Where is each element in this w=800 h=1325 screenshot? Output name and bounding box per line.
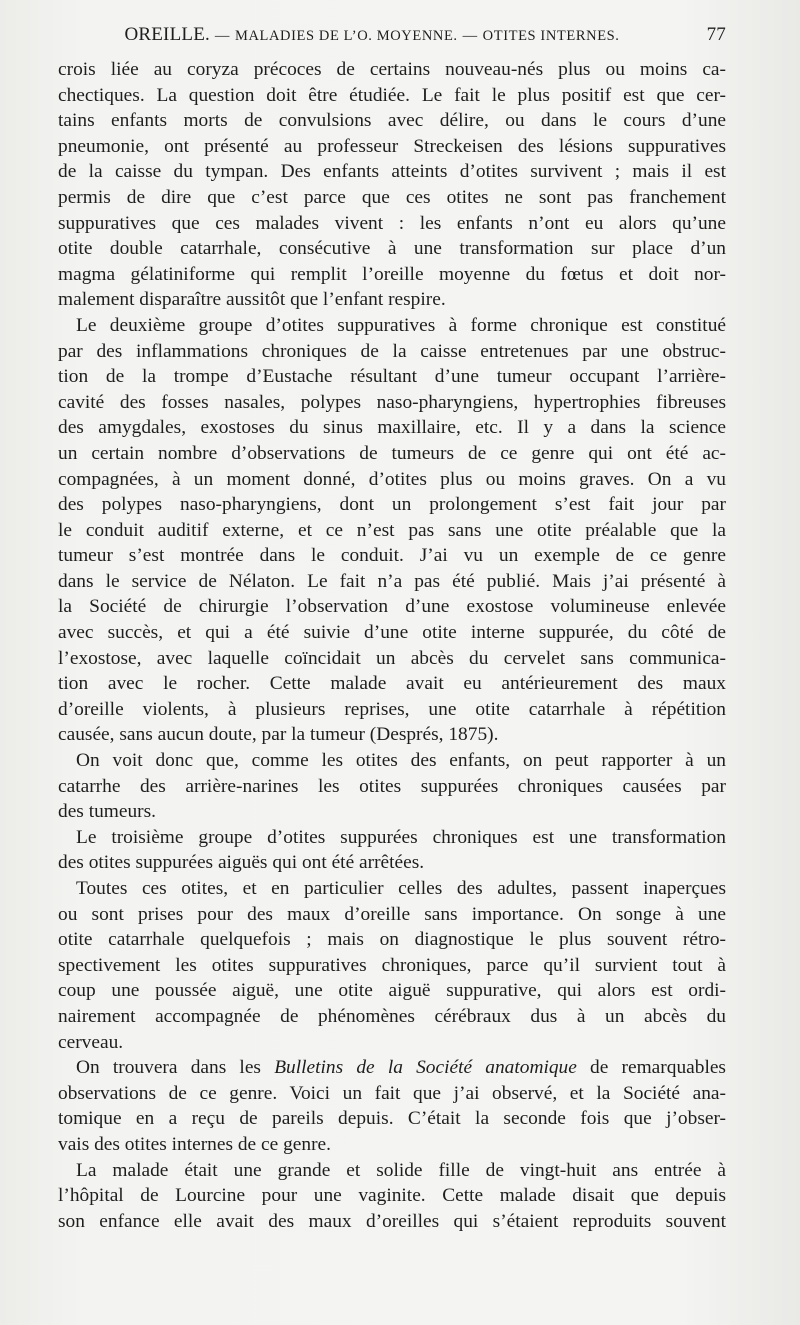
text-line: observations de ce genre. Voici un fait que j’ai observé, et la Société ana- (58, 1082, 726, 1104)
text-line: On voit donc que, comme les otites des enfants, on peut rapporter à un (76, 750, 726, 772)
running-title (58, 24, 686, 46)
text-line (58, 1055, 726, 1081)
text-line: le conduit auditif externe, et ce n’est pas sans une otite préalable que la (58, 519, 726, 541)
text-line: chectiques. La question doit être étudiée. Le fait le plus positif est que cer- (58, 84, 726, 106)
text-line: de la caisse du tympan. Des enfants atteints d’otites survivent ; mais il est (58, 161, 726, 183)
text-line: la Société de chirurgie l’observation d’une exostose volumineuse enlevée (58, 596, 726, 618)
text-line: La malade était une grande et solide fille de vingt-huit ans entrée à (76, 1159, 726, 1181)
text-line: avec succès, et qui a été suivie d’une otite interne suppurée, du côté de (58, 622, 726, 644)
text-line: vais des otites internes de ce genre. (58, 1133, 331, 1155)
header-separator: — (214, 28, 231, 44)
text-line: compagnées, à un moment donné, d’otites plus ou moins graves. On a vu (58, 468, 726, 490)
text-line: permis de dire que c’est parce que ces otites ne sont pas franchement (58, 186, 726, 208)
paragraph-2 (58, 313, 726, 748)
text-line: tomique en a reçu de pareils depuis. C’était la seconde fois que j’obser- (58, 1108, 726, 1130)
text-line: Le troisième groupe d’otites suppurées chroniques est une transformation (76, 826, 726, 848)
text-line: malement disparaître aussitôt que l’enfant respire. (58, 289, 446, 311)
page-number: 77 (706, 24, 726, 45)
text-line: otite double catarrhale, consécutive à une transformation sur place d’un (58, 238, 726, 260)
text-line: des polypes naso-pharyngiens, dont un prolongement s’est fait jour par (58, 494, 726, 516)
text-line: des amygdales, exostoses du sinus maxillaire, etc. Il y a dans la science (58, 417, 726, 439)
text-line: catarrhe des arrière-narines les otites suppurées chroniques causées par (58, 775, 726, 797)
text-line: l’exostose, avec laquelle coïncidait un abcès du cervelet sans communica- (58, 647, 726, 669)
text-line: Le deuxième groupe d’otites suppuratives à forme chronique est constitué (76, 314, 726, 336)
text-line: ou sont prises pour des maux d’oreille sans importance. On songe à une (58, 903, 726, 925)
paragraph-3 (58, 748, 726, 825)
body-text (58, 57, 726, 1234)
text-line: Toutes ces otites, et en particulier celles des adultes, passent inaperçues (76, 878, 726, 899)
text-line: cerveau. (58, 1031, 124, 1053)
header-subsection: OTITES INTERNES. (482, 28, 620, 44)
text-line: tion avec le rocher. Cette malade avait eu antérieurement des maux (58, 673, 726, 695)
text-line: cavité des fosses nasales, polypes naso-pharyngiens, hypertrophies fibreuses (58, 391, 726, 413)
text-line: magma gélatiniforme qui remplit l’oreille moyenne du fœtus et doit nor- (58, 263, 726, 285)
text-line: tumeur s’est montrée dans le conduit. J’ai vu un exemple de ce genre (58, 545, 726, 567)
text-line: coup une poussée aiguë, une otite aiguë suppurative, qui alors est ordi- (58, 980, 726, 1002)
paragraph-4 (58, 825, 726, 876)
header-section: MALADIES DE L’O. MOYENNE. (234, 28, 458, 44)
header-separator: — (462, 28, 478, 44)
text-line: l’hôpital de Lourcine pour une vaginite. Cette malade disait que depuis (58, 1185, 726, 1207)
text-line: nairement accompagnée de phénomènes cérébraux dus à un abcès du (58, 1005, 726, 1027)
text-line: otite catarrhale quelquefois ; mais on diagnostique le plus souvent rétro- (58, 929, 726, 951)
paragraph-5 (58, 876, 726, 1055)
header-title-main: OREILLE. (124, 24, 210, 45)
paragraph-1 (58, 57, 726, 313)
text-line: tains enfants morts de convulsions avec délire, ou dans le cours d’une (58, 110, 726, 132)
text-line: causée, sans aucun doute, par la tumeur (Després, 1875). (58, 724, 499, 746)
text-line: par des inflammations chroniques de la caisse entretenues par une obstruc- (58, 340, 726, 362)
text-line: spectivement les otites suppuratives chroniques, parce qu’il survient tout à (58, 954, 726, 976)
text-line: pneumonie, ont présenté au professeur Streckeisen des lésions suppuratives (58, 135, 726, 157)
text-line: crois liée au coryza précoces de certains nouveau-nés plus ou moins ca- (58, 59, 726, 80)
journal-title: Bulletins de la Société anatomique (274, 1057, 577, 1079)
text-line: tion de la trompe d’Eustache résultant d’une tumeur occupant l’arrière- (58, 366, 726, 388)
paragraph-6 (58, 1055, 726, 1157)
text-line: son enfance elle avait des maux d’oreilles qui s’étaient reproduits souvent (58, 1210, 726, 1232)
text-line: des otites suppurées aiguës qui ont été arrêtées. (58, 852, 425, 874)
text-line: d’oreille violents, à plusieurs reprises, une otite catarrhale à répétition (58, 698, 726, 720)
text-run: de remarquables (576, 1057, 726, 1079)
text-line: suppuratives que ces malades vivent : les enfants n’ont eu alors qu’une (58, 212, 726, 234)
paragraph-7 (58, 1158, 726, 1235)
text-line: dans le service de Nélaton. Le fait n’a pas été publié. Mais j’ai présenté à (58, 570, 726, 592)
running-header (58, 24, 726, 52)
text-run: On trouvera dans les (76, 1057, 275, 1079)
text-line: un certain nombre d’observations de tumeurs de ce genre qui ont été ac- (58, 442, 726, 464)
text-line: des tumeurs. (58, 801, 157, 823)
